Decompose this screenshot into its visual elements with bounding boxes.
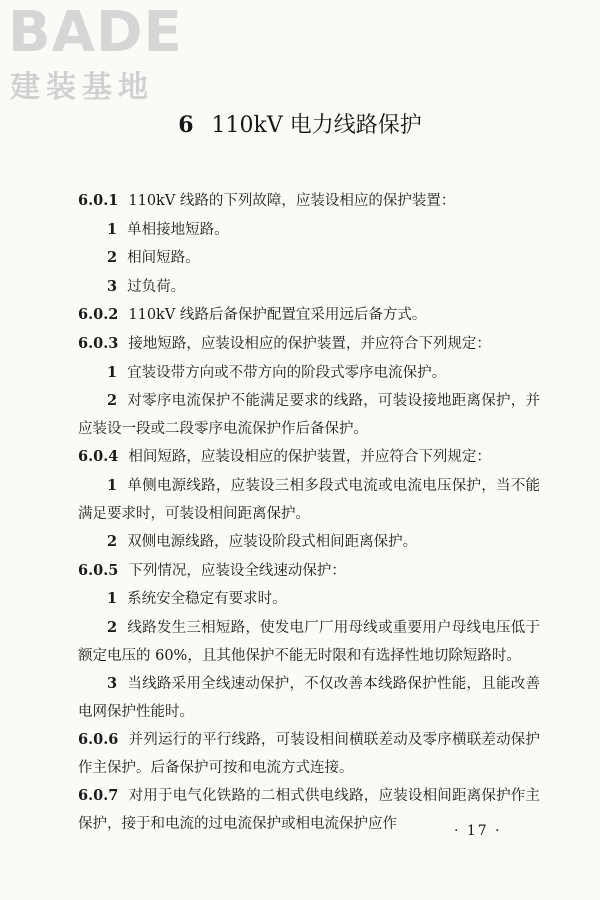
clause-number: 6.0.3 [78,334,119,352]
chapter-title-text: 110kV 电力线路保护 [211,113,422,138]
bade-logo [6,0,183,114]
clause-6-0-5 [78,557,540,586]
clause-number: 6.0.6 [78,731,119,749]
item-text: 双侧电源线路，应装设阶段式相间距离保护。 [127,534,418,551]
list-item [78,359,540,388]
item-number: 2 [107,392,118,410]
list-item [78,585,540,614]
logo-wordmark: BADE [8,0,183,65]
item-text: 宜装设带方向或不带方向的阶段式零序电流保护。 [127,364,447,381]
clause-text: 下列情况，应装设全线速动保护： [128,562,346,579]
clause-6-0-2 [78,301,540,330]
clause-text: 对用于电气化铁路的二相式供电线路，应装设相间距离保护作主保护，接于和电流的过电流保护或相电流保护应作 [78,788,540,833]
clause-6-0-3 [78,330,540,359]
clause-number: 6.0.5 [78,561,119,579]
clause-text: 接地短路，应装设相应的保护装置，并应符合下列规定： [128,335,491,352]
item-text: 单相接地短路。 [127,221,229,238]
clause-number: 6.0.1 [78,192,119,209]
item-number: 1 [107,590,118,608]
item-text: 系统安全稳定有要求时。 [127,591,287,608]
item-number: 3 [107,675,118,693]
item-text: 对零序电流保护不能满足要求的线路，可装设接地距离保护，并应装设一段或二段零序电流保护作后备保护。 [78,393,540,437]
clause-text: 并列运行的平行线路，可装设相间横联差动及零序横联差动保护作主保护。后备保护可按和电流方式连接。 [78,732,540,776]
item-text: 单侧电源线路，应装设三相多段式电流或电流电压保护，当不能满足要求时，可装设相间距离保护。 [78,477,540,522]
list-item [78,387,540,443]
chapter-number: 6 [178,112,194,138]
list-item [78,614,540,670]
clause-number: 6.0.2 [78,306,119,324]
item-number: 2 [107,618,118,636]
item-text: 相间短路。 [127,250,200,267]
document-body [78,187,540,839]
list-item [78,244,540,273]
item-number: 1 [107,476,118,494]
list-item [78,472,540,528]
clause-number: 6.0.7 [78,787,119,805]
item-number: 1 [107,363,118,381]
list-item [78,670,540,726]
list-item [78,528,540,557]
page-number: · 17 · [454,823,502,839]
item-number: 3 [107,277,118,295]
clause-text: 相间短路，应装设相应的保护装置，并应符合下列规定： [128,449,491,466]
clause-6-0-6 [78,726,540,782]
item-text: 当线路采用全线速动保护，不仅改善本线路保护性能，且能改善电网保护性能时。 [78,676,540,720]
list-item [78,273,540,302]
clause-number: 6.0.4 [78,448,119,466]
item-number: 1 [107,220,118,238]
item-text: 线路发生三相短路，使发电厂厂用母线或重要用户母线电压低于额定电压的 60%，且其他保护不能无时限和有选择性地切除短路时。 [78,619,540,664]
clause-text: 110kV 线路的下列故障，应装设相应的保护装置： [128,193,456,209]
clause-6-0-4 [78,443,540,472]
item-number: 2 [107,249,118,267]
list-item [78,216,540,245]
item-number: 2 [107,533,118,551]
clause-6-0-1 [78,187,540,216]
chapter-title [0,110,600,141]
logo-subtitle: 建装基地 [10,70,154,105]
clause-text: 110kV 线路后备保护配置宜采用远后备方式。 [128,307,427,324]
item-text: 过负荷。 [127,278,186,295]
